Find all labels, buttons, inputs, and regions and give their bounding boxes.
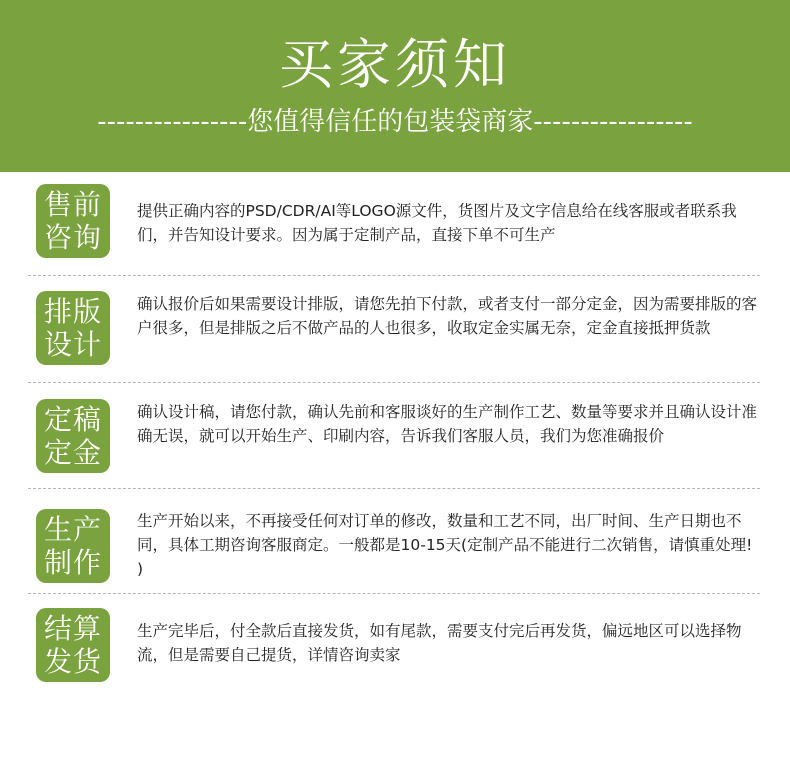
notice-badge xyxy=(36,291,110,365)
badge-line: 结算 xyxy=(43,612,102,645)
badge-line: 设计 xyxy=(43,328,102,361)
dashed-divider xyxy=(28,382,760,383)
notice-badge xyxy=(36,608,110,682)
badge-line: 生产 xyxy=(43,513,102,546)
notice-text: 确认设计稿，请您付款，确认先前和客服谈好的生产制作工艺、数量等要求并且确认设计准确无误，就可以开始生产、印刷内容，告诉我们客服人员，我们为您准确报价 xyxy=(137,403,758,445)
badge-line: 定稿 xyxy=(43,403,102,436)
notice-text: 确认报价后如果需要设计排版，请您先拍下付款，或者支付一部分定金，因为需要排版的客户很多，但是排版之后不做产品的人也很多，收取定金实属无奈，定金直接抵押货款 xyxy=(137,295,758,337)
dashed-divider xyxy=(28,488,760,489)
badge-line: 制作 xyxy=(43,546,102,579)
badge-line: 排版 xyxy=(43,295,102,328)
badge-line: 售前 xyxy=(43,188,102,221)
badge-line: 咨询 xyxy=(43,221,102,254)
notice-text: 提供正确内容的PSD/CDR/AI等LOGO源文件，货图片及文字信息给在线客服或者联系我们，并告知设计要求。因为属于定制产品，直接下单不可生产 xyxy=(137,202,737,244)
badge-line: 发货 xyxy=(43,645,102,678)
notice-badge xyxy=(36,184,110,258)
notice-text: 生产开始以来，不再接受任何对订单的修改，数量和工艺不同，出厂时间、生产日期也不同，具体工期咨询客服商定。一般都是10-15天(定制产品不能进行二次销售，请慎重处理! ) xyxy=(137,512,753,578)
notice-badge xyxy=(36,399,110,473)
notice-badge xyxy=(36,509,110,583)
header-banner xyxy=(0,0,790,172)
page-title: 买家须知 xyxy=(279,33,511,96)
notice-text: 生产完毕后，付全款后直接发货，如有尾款，需要支付完后再发货，偏远地区可以选择物流，但是需要自己提货，详情咨询卖家 xyxy=(137,622,742,664)
badge-line: 定金 xyxy=(43,436,102,469)
dashed-divider xyxy=(28,275,760,276)
dashed-divider xyxy=(28,593,760,594)
page-subtitle: ----------------您值得信任的包装袋商家----------------- xyxy=(97,107,693,137)
